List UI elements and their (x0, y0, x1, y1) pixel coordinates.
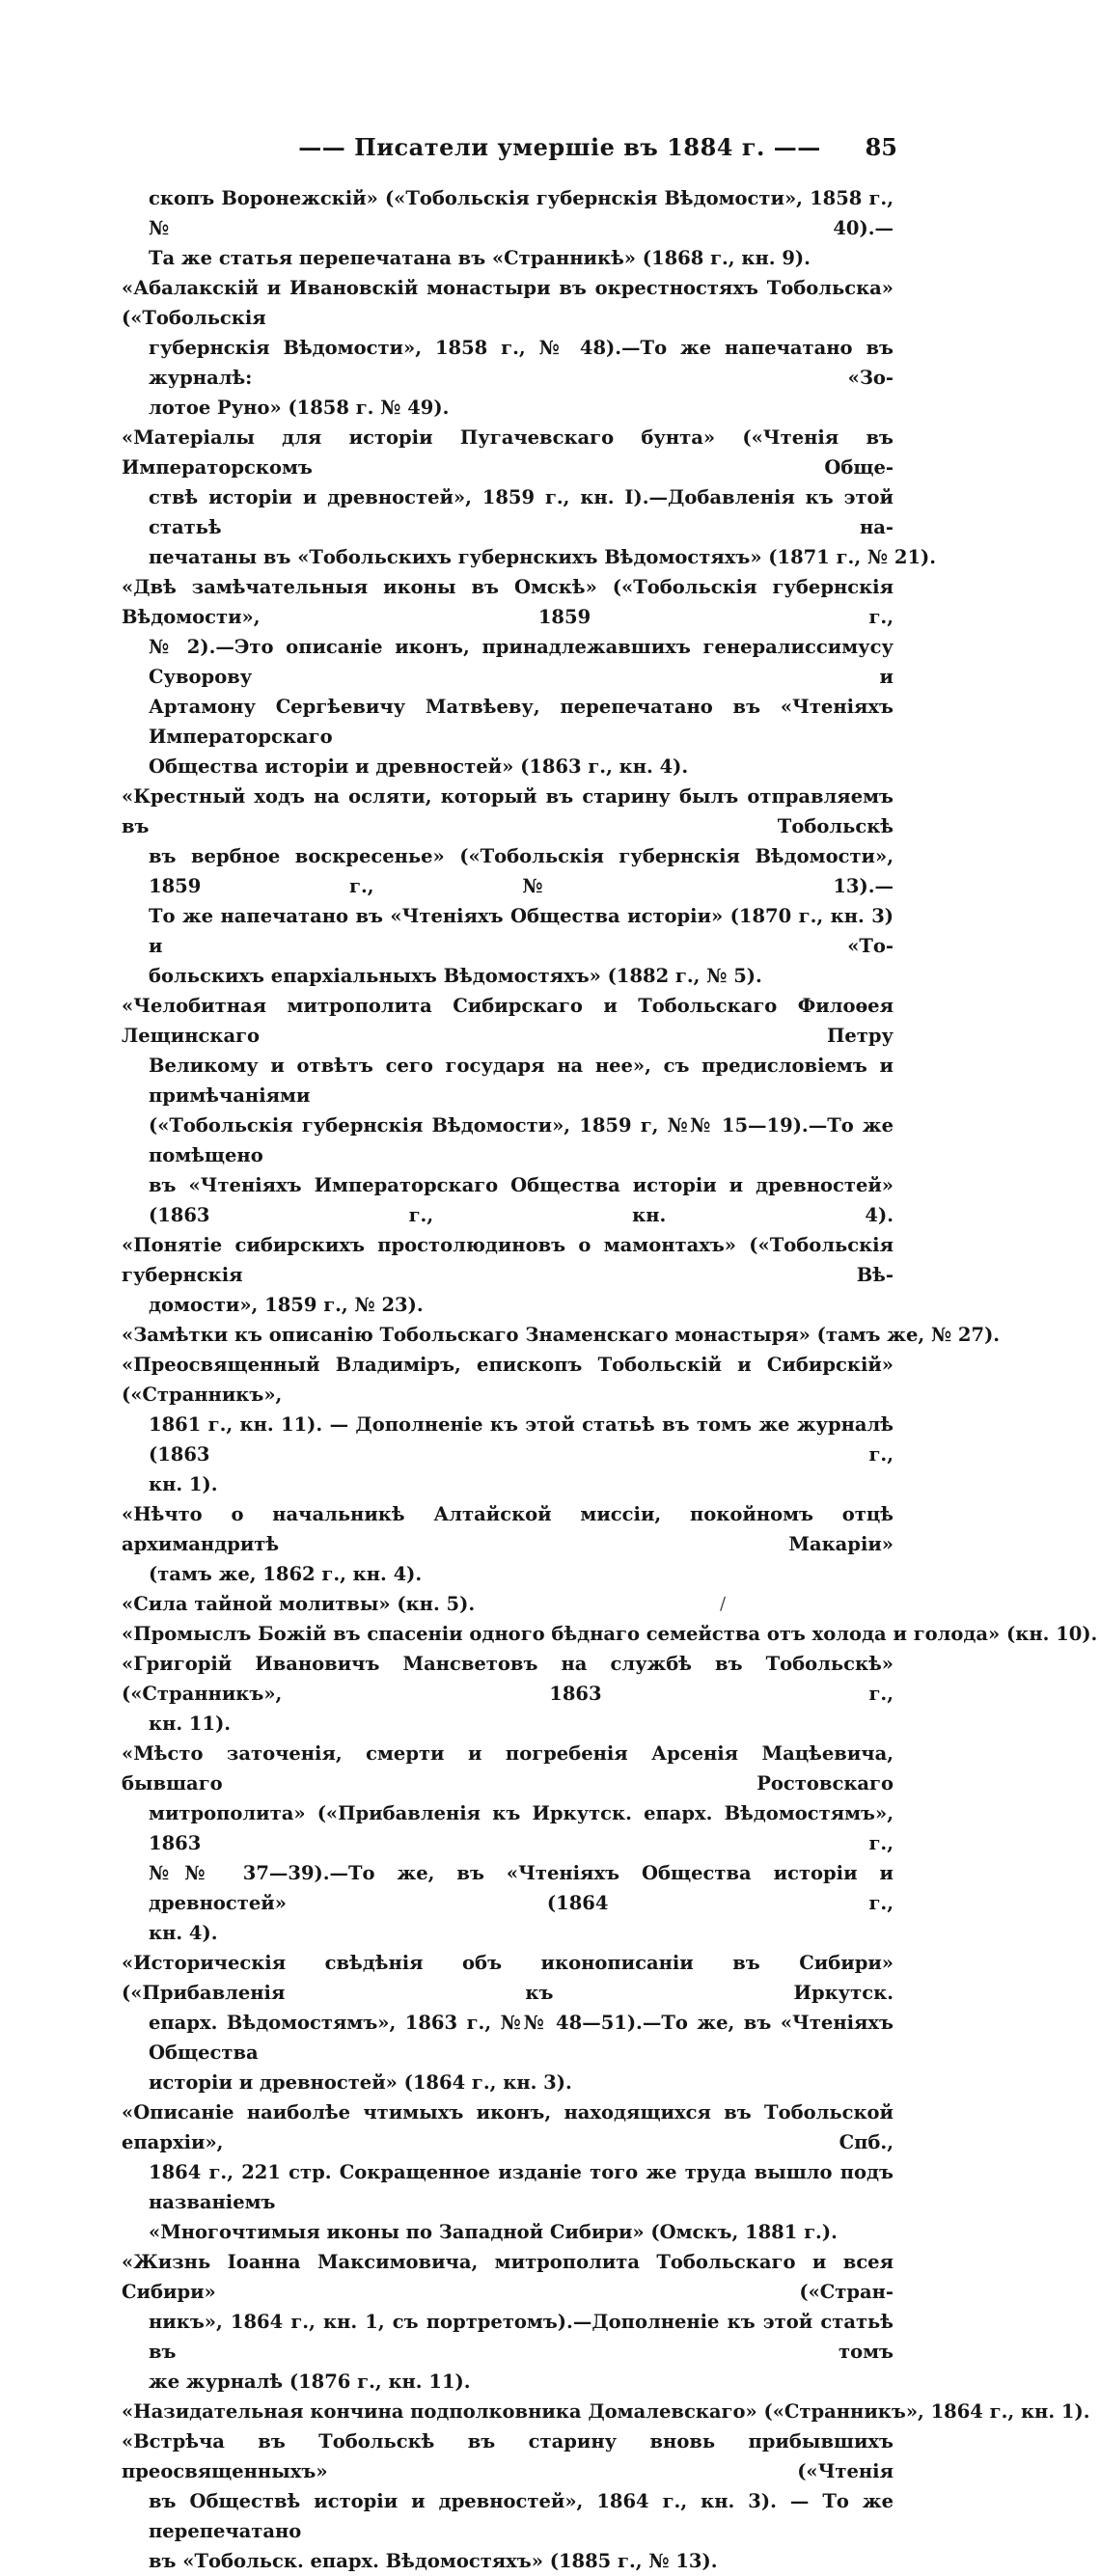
bibliography-entry (122, 1619, 1098, 1649)
entry-line: губернскія Вѣдомости», 1858 г., № 48).—То же напечатано въ журналѣ: «Зо- (149, 337, 894, 389)
entry-line: «Челобитная митрополита Сибирскаго и Тобольскаго Филоѳея Лещинскаго Петру (122, 995, 894, 1047)
entry-line: скопъ Воронежскій» («Тобольскія губернскія Вѣдомости», 1858 г., № 40).— (149, 187, 894, 239)
running-title: —— Писатели умершіе въ 1884 г. —— (298, 133, 821, 161)
bibliography-entry (122, 1499, 894, 1589)
entry-line: въ Обществѣ исторіи и древностей», 1864 г., кн. 3). — То же перепечатано (149, 2490, 894, 2542)
entry-line: кн. 1). (149, 1473, 218, 1495)
entry-line: «Сила тайной молитвы» (кн. 5). (122, 1593, 476, 1615)
entry-line: «Нѣчто о начальникѣ Алтайской миссіи, покойномъ отцѣ архимандритѣ Макаріи» (122, 1503, 894, 1555)
entry-line: 1864 г., 221 стр. Сокращенное изданіе того же труда вышло подъ названіемъ (149, 2161, 894, 2213)
entry-line: въ вербное воскресенье» («Тобольскія губернскія Вѣдомости», 1859 г., № 13).— (149, 845, 894, 897)
entry-line: «Описаніе наиболѣе чтимыхъ иконъ, находящихся въ Тобольской епархіи», Спб., (122, 2101, 894, 2153)
entry-line: кн. 11). (149, 1713, 232, 1735)
entry-line: Артамону Сергѣевичу Матвѣеву, перепечатано въ «Чтеніяхъ Императорскаго (149, 696, 894, 748)
entry-line: «Назидательная кончина подполковника Домалевскаго» («Странникъ», 1864 г., кн. 1). (122, 2400, 1090, 2423)
bibliography-entry (122, 2097, 894, 2247)
bibliography-entry (122, 991, 894, 1230)
bibliography-entry (122, 1350, 894, 1499)
bibliography-entry (122, 1320, 1001, 1350)
bibliography-entry (122, 572, 894, 781)
stray-mark: / (720, 1594, 727, 1614)
entry-line: Общества исторіи и древностей» (1863 г., кн. 4). (149, 755, 689, 778)
bibliography-entry (122, 2397, 1090, 2426)
bibliography-entry (122, 2247, 894, 2397)
running-head (232, 133, 907, 168)
page-number: 85 (865, 133, 897, 161)
entry-line: Та же статья перепечатана въ «Странникѣ» (1868 г., кн. 9). (149, 247, 811, 269)
entry-line: же журналѣ (1876 г., кн. 11). (149, 2370, 471, 2393)
entry-line: «Жизнь Іоанна Максимовича, митрополита Тобольскаго и всея Сибири» («Стран- (122, 2251, 894, 2303)
entry-line: «Двѣ замѣчательныя иконы въ Омскѣ» («Тобольскія губернскія Вѣдомости», 1859 г., (122, 576, 894, 628)
entry-line: «Крестный ходъ на осляти, который въ старину былъ отправляемъ въ Тобольскѣ (122, 785, 894, 837)
entry-line: («Тобольскія губернскія Вѣдомости», 1859 г, №№ 15—19).—То же помѣщено (149, 1114, 894, 1166)
bibliography-entry (122, 781, 894, 991)
bibliography-entry (122, 1739, 894, 1948)
entry-line: митрополита» («Прибавленія къ Иркутск. епарх. Вѣдомостямъ», 1863 г., (149, 1802, 894, 1854)
bibliography-entry (122, 1948, 894, 2097)
bibliography-entry (122, 1589, 894, 1619)
entry-line: «Замѣтки къ описанію Тобольскаго Знаменскаго монастыря» (тамъ же, № 27). (122, 1324, 1001, 1346)
entry-line: епарх. Вѣдомостямъ», 1863 г., №№ 48—51).—То же, въ «Чтеніяхъ Общества (149, 2012, 894, 2064)
entry-line: никъ», 1864 г., кн. 1, съ портретомъ).—Дополненіе къ этой статьѣ въ томъ (149, 2311, 894, 2363)
bibliography-entry (122, 183, 894, 273)
bibliography-entry (122, 273, 894, 423)
entry-line: «Преосвященный Владиміръ, епископъ Тобольскій и Сибирскій» («Странникъ», (122, 1354, 894, 1406)
entry-line: №№ 37—39).—То же, въ «Чтеніяхъ Общества исторіи и древностей» (1864 г., (149, 1862, 894, 1914)
entry-line: исторіи и древностей» (1864 г., кн. 3). (149, 2071, 572, 2094)
entry-line: «Многочтимыя иконы по Западной Сибири» (Омскъ, 1881 г.). (149, 2221, 838, 2243)
bibliography-entry (122, 2426, 894, 2576)
bibliography-entry (122, 1649, 894, 1739)
bibliography-list (122, 183, 1098, 2576)
entry-line: «Григорій Ивановичъ Мансветовъ на службѣ въ Тобольскѣ» («Странникъ», 1863 г., (122, 1653, 894, 1705)
entry-line: ствѣ исторіи и древностей», 1859 г., кн. I).—Добавленія къ этой статьѣ на- (149, 486, 894, 538)
entry-line: «Историческія свѣдѣнія объ иконописаніи въ Сибири» («Прибавленія къ Иркутск. (122, 1952, 894, 2004)
entry-line: домости», 1859 г., № 23). (149, 1294, 424, 1316)
entry-line: Великому и отвѣтъ сего государя на нее», съ предисловіемъ и примѣчаніями (149, 1055, 894, 1107)
entry-line: больскихъ епархіальныхъ Вѣдомостяхъ» (1882 г., № 5). (149, 965, 762, 987)
entry-line: «Матеріалы для исторіи Пугачевскаго бунта» («Чтенія въ Императорскомъ Обще- (122, 426, 894, 479)
entry-line: «Встрѣча въ Тобольскѣ въ старину вновь прибывшихъ преосвященныхъ» («Чтенія (122, 2430, 894, 2482)
entry-line: въ «Тобольск. епарх. Вѣдомостяхъ» (1885 г., № 13). (149, 2550, 718, 2572)
entry-line: кн. 4). (149, 1922, 218, 1944)
entry-line: № 2).—Это описаніе иконъ, принадлежавшихъ генералиссимусу Суворову и (149, 636, 894, 688)
bibliography-entry (122, 1230, 894, 1320)
entry-line: «Понятіе сибирскихъ простолюдиновъ о мамонтахъ» («Тобольскія губернскія Вѣ- (122, 1234, 894, 1286)
entry-line: 1861 г., кн. 11). — Дополненіе къ этой статьѣ въ томъ же журналѣ (1863 г., (149, 1413, 894, 1466)
entry-line: (тамъ же, 1862 г., кн. 4). (149, 1563, 423, 1585)
entry-line: лотое Руно» (1858 г. № 49). (149, 397, 450, 419)
entry-line: въ «Чтеніяхъ Императорскаго Общества исторіи и древностей» (1863 г., кн. 4). (149, 1174, 894, 1226)
entry-line: «Абалакскій и Ивановскій монастыри въ окрестностяхъ Тобольска» («Тобольскія (122, 277, 894, 329)
entry-line: печатаны въ «Тобольскихъ губернскихъ Вѣдомостяхъ» (1871 г., № 21). (149, 546, 937, 568)
entry-line: «Мѣсто заточенія, смерти и погребенія Арсенія Мацѣевича, бывшаго Ростовскаго (122, 1742, 894, 1795)
entry-line: «Промыслъ Божій въ спасеніи одного бѣднаго семейства отъ холода и голода» (кн. 10). (122, 1623, 1098, 1645)
entry-line: То же напечатано въ «Чтеніяхъ Общества исторіи» (1870 г., кн. 3) и «То- (149, 905, 894, 957)
bibliography-entry (122, 423, 937, 572)
